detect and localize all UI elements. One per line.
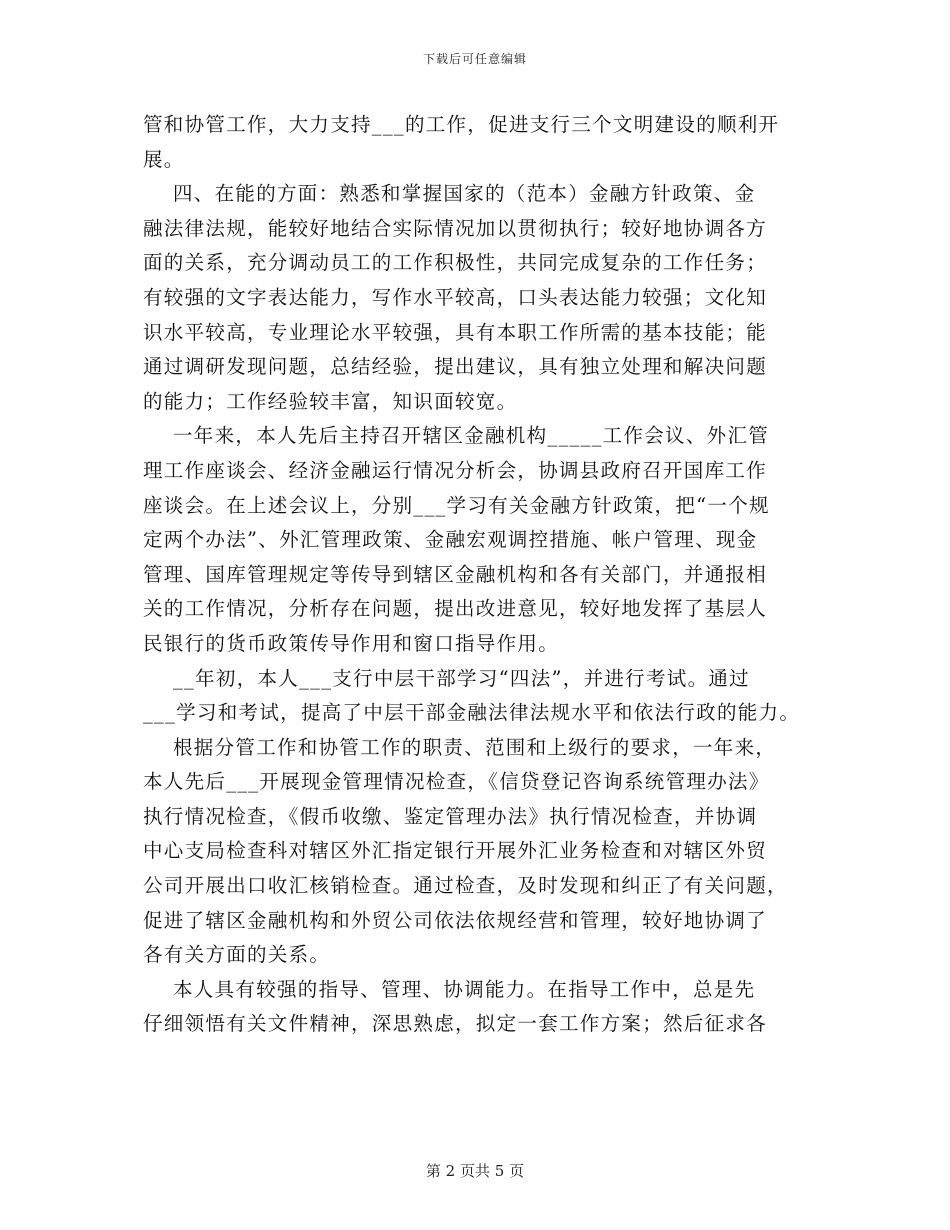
text-line: 执行情况检查，《假币收缴、鉴定管理办法》执行情况检查，并协调 — [143, 804, 758, 828]
text-line: 通过调研发现问题，总结经验，提出建议，具有独立处理和解决问题 — [143, 355, 768, 379]
text-line: 中心支局检查科对辖区外汇指定银行开展外汇业务检查和对辖区外贸 — [143, 839, 768, 863]
text-line: 识水平较高，专业理论水平较强，具有本职工作所需的基本技能；能 — [143, 320, 768, 344]
page-number: 第 2 页共 5 页 — [425, 1162, 525, 1180]
text-line: 定两个办法”、外汇管理政策、金融宏观调控措施、帐户管理、现金 — [143, 528, 758, 552]
text-line: 管理、国库管理规定等传导到辖区金融机构和各有关部门，并通报相 — [143, 562, 768, 586]
text-line: 座谈会。在上述会议上，分别___学习有关金融方针政策，把“一个规 — [143, 493, 770, 517]
text-line: 本人具有较强的指导、管理、协调能力。在指导工作中，总是先 — [143, 977, 756, 1001]
text-line: 仔细领悟有关文件精神，深思熟虑，拟定一套工作方案；然后征求各 — [143, 1012, 768, 1036]
text-line: 的能力；工作经验较丰富，知识面较宽。 — [143, 389, 518, 413]
text-line: 理工作座谈会、经济金融运行情况分析会，协调县政府召开国库工作 — [143, 458, 768, 482]
text-line: 管和协管工作，大力支持___的工作，促进支行三个文明建设的顺利开 — [143, 113, 780, 136]
text-line: 四、在能的方面：熟悉和掌握国家的（范本）金融方针政策、金 — [143, 182, 756, 206]
text-line: 关的工作情况，分析存在问题，提出改进意见，较好地发挥了基层人 — [143, 597, 768, 621]
text-line: 公司开展出口收汇核销检查。通过检查，及时发现和纠正了有关问题， — [143, 874, 788, 898]
page-header-note: 下载后可任意编辑 — [422, 52, 527, 66]
text-line: 展。 — [143, 147, 185, 171]
text-line: 根据分管工作和协管工作的职责、范围和上级行的要求，一年来， — [143, 735, 777, 759]
text-line: __年初，本人___支行中层干部学习“四法”，并进行考试。通过 — [143, 666, 750, 690]
text-line: 一年来，本人先后主持召开辖区金融机构_____工作会议、外汇管 — [143, 424, 770, 448]
text-line: ___学习和考试，提高了中层干部金融法律法规水平和依法行政的能力。 — [143, 701, 801, 725]
text-line: 融法律法规，能较好地结合实际情况加以贯彻执行；较好地协调各方 — [143, 216, 768, 240]
text-line: 促进了辖区金融机构和外贸公司依法依规经营和管理，较好地协调了 — [143, 908, 768, 932]
text-line: 有较强的文字表达能力，写作水平较高，口头表达能力较强；文化知 — [143, 285, 768, 309]
text-line: 本人先后___开展现金管理情况检查，《信贷登记咨询系统管理办法》 — [143, 770, 770, 794]
text-line: 各有关方面的关系。 — [143, 943, 331, 967]
text-line: 民银行的货币政策传导作用和窗口指导作用。 — [143, 631, 560, 655]
text-line: 面的关系，充分调动员工的工作积极性，共同完成复杂的工作任务； — [143, 251, 768, 275]
document-body — [143, 108, 817, 1042]
